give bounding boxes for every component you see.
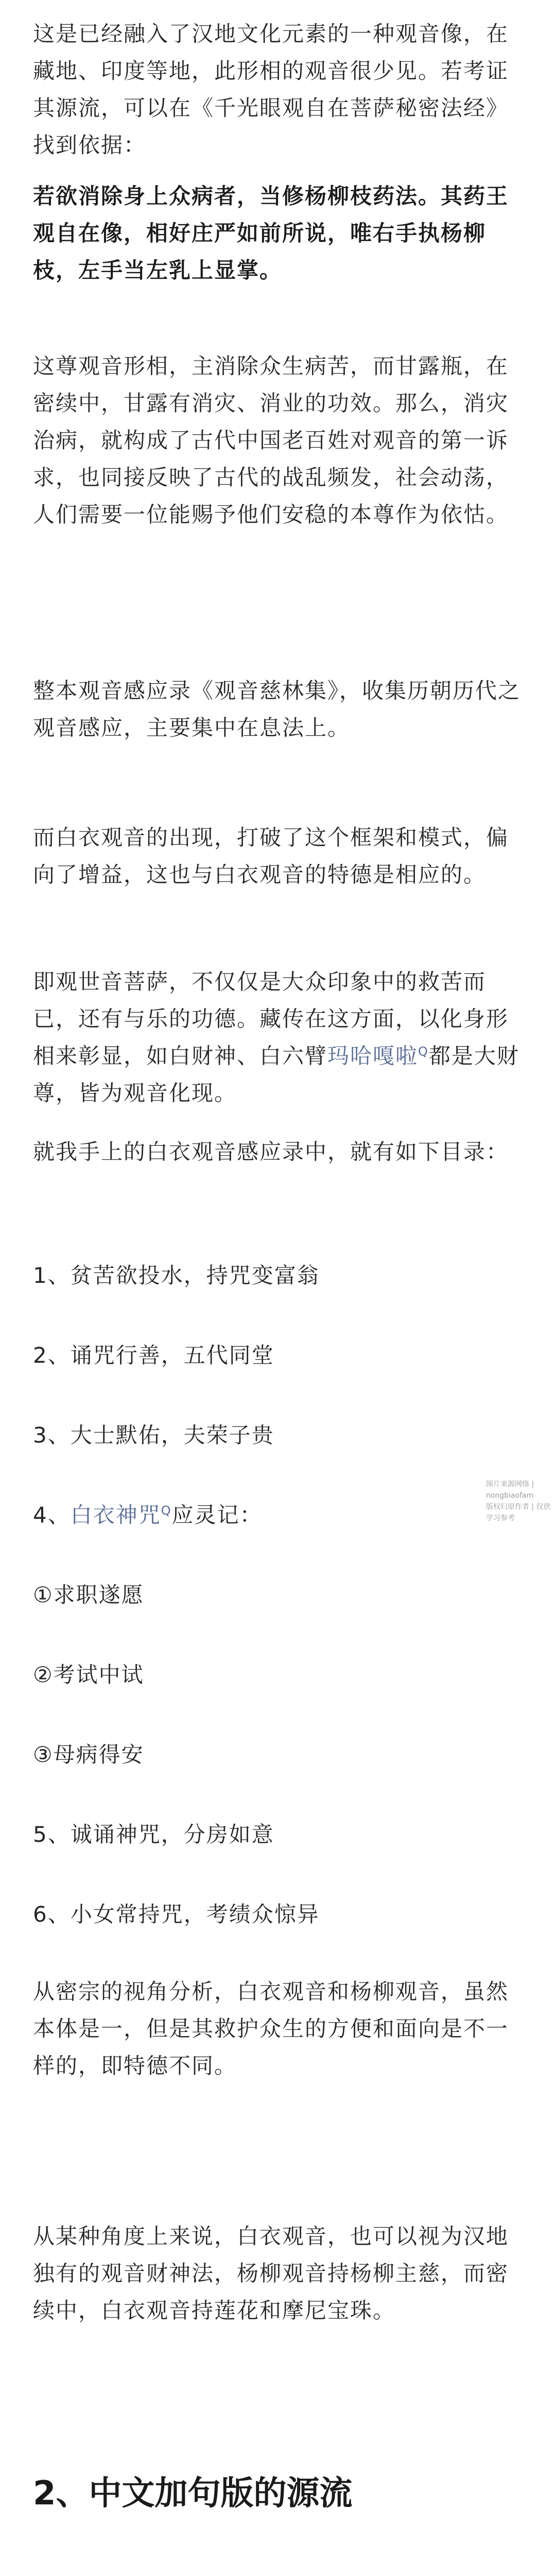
mahakala-link[interactable]: 玛哈嘎啦 [327,1043,419,1069]
paragraph-text: 即观世音菩萨，不仅仅是大众印象中的救苦而已，还有与乐的功德。藏传在这方面，以化身形相来彰显，如白财神、白六臂 [33,969,509,1069]
section-heading-2: 2、中文加句版的源流 [33,2475,353,2513]
paragraph-wealth: 从某种角度上来说，白衣观音，也可以视为汉地独有的观音财神法，杨柳观音持杨柳主慈，而密续中，白衣观音持莲花和摩尼宝珠。 [33,2224,509,2323]
list-text: 应灵记： [171,1502,263,1528]
white-robe-mantra-link[interactable]: 白衣神咒 [70,1502,161,1528]
watermark-line: 图片来源网络 | nongbiaofam [486,1480,534,1500]
list-item: 2、诵咒行善，五代同堂 [33,1343,274,1368]
list-item: ①求职遂愿 [33,1582,144,1607]
watermark [486,1479,553,1524]
paragraph-intro: 这是已经融入了汉地文化元素的一种观音像，在藏地、印度等地，此形相的观音很少见。若考证其源流，可以在《千光眼观自在菩萨秘密法经》找到依据： [33,21,509,158]
paragraph-white-robe: 而白衣观音的出现，打破了这个框架和模式，偏向了增益，这也与白衣观音的特德是相应的。 [33,825,509,887]
paragraph-catalog-intro: 就我手上的白衣观音感应录中，就有如下目录： [33,1139,509,1164]
list-number: 4、 [33,1502,71,1528]
paragraph-esoteric: 从密宗的视角分析，白衣观音和杨柳观音，虽然本体是一，但是其救护众生的方便和面向是不一样的，即特德不同。 [33,1979,509,2078]
list-item: ③母病得安 [33,1742,144,1767]
list-item: 5、诚诵神咒，分房如意 [33,1822,274,1847]
list-item [33,1497,523,1534]
search-icon[interactable]: Q [161,1503,172,1518]
paragraph-records: 整本观音感应录《观音慈林集》，收集历朝历代之观音感应，主要集中在息法上。 [33,678,521,740]
list-item: ②考试中试 [33,1662,144,1687]
paragraph-avalokiteshvara [33,963,523,1112]
paragraph-healing: 这尊观音形相，主消除众生病苦，而甘露瓶，在密续中，甘露有消灾、消业的功效。那么，消灾治病，就构成了古代中国老百姓对观音的第一诉求，也同接反映了古代的战乱频发，社会动荡，人们需要一位能赐予他们安稳的本尊作为依怙。 [33,353,509,527]
list-item: 1、贫苦欲投水，持咒变富翁 [33,1263,320,1288]
paragraph-text: 都是大财尊，皆为观音化现。 [33,1043,519,1106]
watermark-line: 版权归原作者 | 仅供学习参考 [486,1503,551,1522]
list-item: 3、大士默佑，夫荣子贵 [33,1422,274,1448]
quote-sutra-bold: 若欲消除身上众病者，当修杨柳枝药法。其药王观自在像，相好庄严如前所说，唯右手执杨柳枝，左手当左乳上显掌。 [33,183,509,283]
search-icon[interactable]: Q [418,1044,429,1059]
list-item: 6、小女常持咒，考绩众惊异 [33,1902,320,1927]
